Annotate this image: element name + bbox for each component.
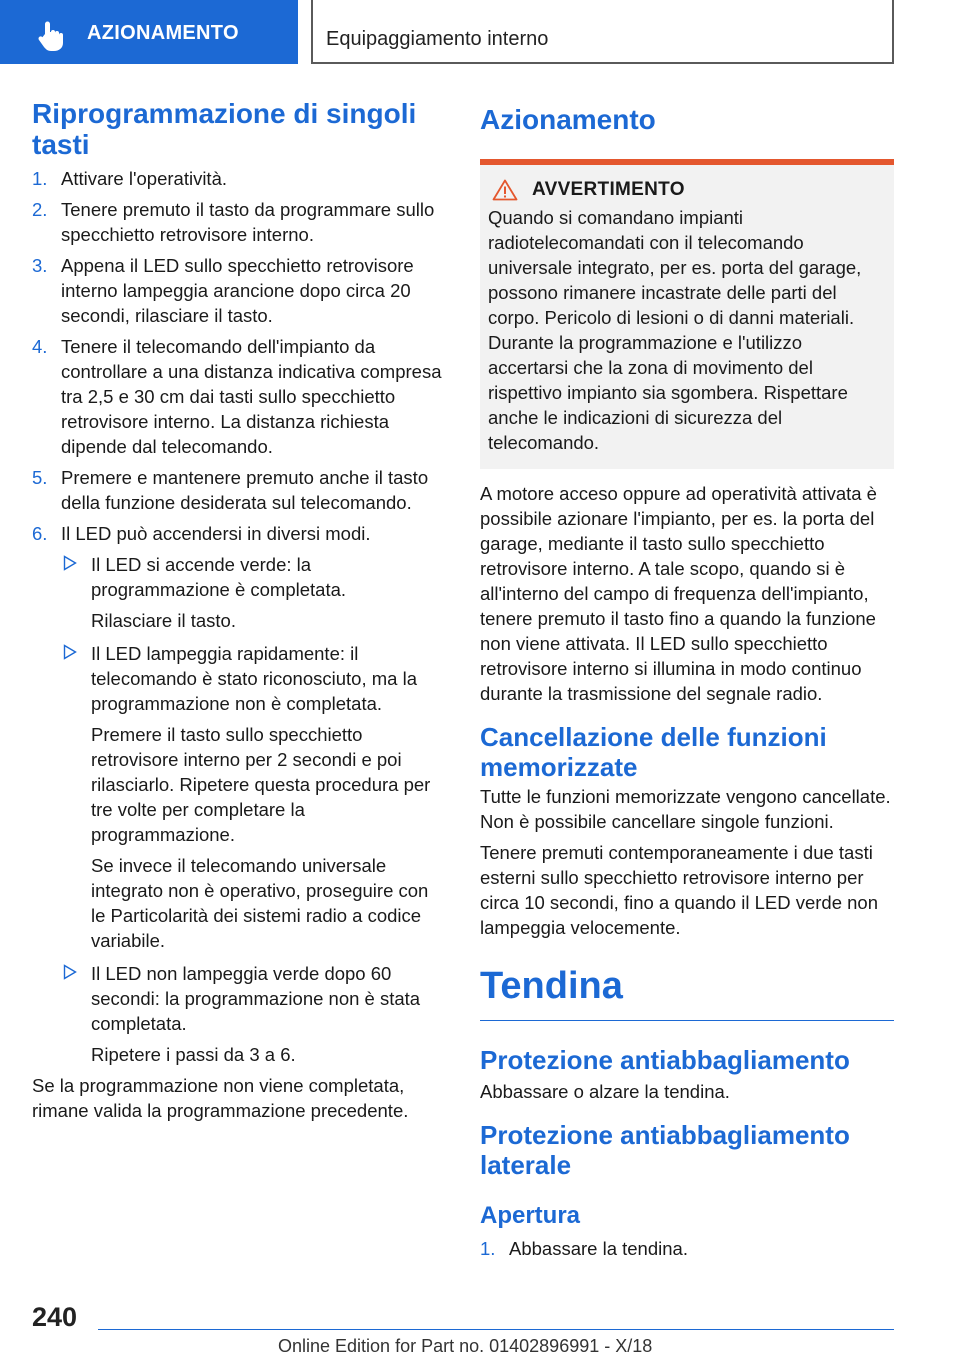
step-item	[32, 166, 446, 191]
page-number: 240	[32, 1302, 78, 1332]
step-number: 2.	[32, 199, 48, 220]
cancel-paragraph-1: Tutte le funzioni memorizzate vengono cancellate. Non è possibile cancellare singole funzioni.	[480, 786, 891, 832]
step-text: Attivare l'operatività.	[61, 168, 227, 189]
section-divider	[480, 1020, 894, 1021]
step-number: 1.	[480, 1238, 496, 1259]
step-item	[32, 521, 446, 1067]
list-item	[61, 641, 446, 953]
list-item	[61, 961, 446, 1067]
apertura-heading: Apertura	[480, 1202, 581, 1229]
warning-header	[488, 179, 886, 201]
sub-item-note: Ripetere i passi da 3 a 6.	[91, 1044, 296, 1065]
chapter-tab[interactable]	[311, 0, 894, 64]
list-item	[61, 552, 446, 633]
cancel-paragraph-2: Tenere premuti contemporaneamente i due tasti esterni sullo specchietto retrovisore interno per circa 10 secondi, fino a quando il LED verde non lampeggia velocemente.	[480, 842, 879, 938]
warning-title: AVVERTIMENTO	[532, 179, 685, 200]
step-text: Tenere premuto il tasto da programmare sullo specchietto retrovisore interno.	[61, 199, 435, 245]
glare-heading: Protezione antiabbagliamento	[480, 1045, 850, 1075]
sub-item-note: Premere il tasto sullo specchietto retrovisore interno per 2 secondi e poi rilasciarlo. Ripetere questa procedura per tre volte per completare la programmazione.	[91, 724, 431, 845]
closing-paragraph: Se la programmazione non viene completata, rimane valida la programmazione precedente.	[32, 1075, 409, 1121]
sub-item-text: Il LED lampeggia rapidamente: il telecomando è stato riconosciuto, ma la programmazione non è completata.	[91, 643, 417, 714]
triangle-bullet-icon	[63, 555, 77, 571]
step-number: 4.	[32, 336, 48, 357]
right-column	[480, 98, 894, 1267]
step-item	[480, 1236, 894, 1261]
step-number: 5.	[32, 467, 48, 488]
step-number: 1.	[32, 168, 48, 189]
chapter-tab-label: Equipaggiamento interno	[326, 28, 549, 50]
hand-pointer-icon	[36, 20, 64, 52]
azionamento-heading: Azionamento	[480, 104, 656, 135]
warning-triangle-icon	[492, 179, 518, 201]
apertura-steps	[480, 1236, 894, 1261]
tendina-heading: Tendina	[480, 965, 623, 1007]
cancel-heading: Cancellazione delle funzioni memorizzate	[480, 722, 827, 782]
sub-item-note: Se invece il telecomando universale integrato non è operativo, proseguire con le Particolarità dei sistemi radio a codice variabile.	[91, 855, 429, 951]
footer-rule	[98, 1329, 894, 1330]
warning-box	[480, 165, 894, 469]
warning-text: Quando si comandano impianti radiotelecomandati con il telecomando universale integrato, per es. porta del garage, possono rimanere incastrate delle parti del corpo. Pericolo di lesioni o di danni materiali. Durante la programmazione e l'utilizzo accertarsi che la zona di movimento del rispettivo impianto sia sgombera. Rispettare anche le indicazioni di sicurezza del telecomando.	[488, 207, 862, 453]
step-text: Tenere il telecomando dell'impianto da controllare a una distanza indicativa compresa tra 2,5 e 30 cm dai tasti sullo specchietto retrovisore interno. La distanza richiesta dipende dal telecomando.	[61, 336, 442, 457]
triangle-bullet-icon	[63, 964, 77, 980]
operation-paragraph: A motore acceso oppure ad operatività attivata è possibile azionare l'impianto, per es. la porta del garage, mediante il tasto sullo specchietto retrovisore interno. A tale scopo, quando si è all'interno del campo di frequenza dell'impianto, tenere premuto il tasto fino a quando la funzione non viene attivata. Il LED sullo specchietto retrovisore interno si illumina in modo continuo durante la trasmissione del segnale radio.	[480, 483, 877, 704]
step-item	[32, 334, 446, 459]
footer-edition: Online Edition for Part no. 01402896991 - X/18	[278, 1336, 653, 1356]
step-text: Il LED può accendersi in diversi modi.	[61, 523, 371, 544]
step-number: 3.	[32, 255, 48, 276]
step-item	[32, 465, 446, 515]
triangle-bullet-icon	[63, 644, 77, 660]
section-tab-label: AZIONAMENTO	[87, 22, 239, 44]
sub-item-text: Il LED non lampeggia verde dopo 60 secondi: la programmazione non è stata completata.	[91, 963, 421, 1034]
glare-text: Abbassare o alzare la tendina.	[480, 1081, 730, 1102]
page-header	[0, 0, 960, 66]
section-tab[interactable]	[0, 0, 298, 64]
step-item	[32, 253, 446, 328]
step-item	[32, 197, 446, 247]
reprogram-steps	[32, 166, 446, 1067]
step-number: 6.	[32, 523, 48, 544]
sub-item-note: Rilasciare il tasto.	[91, 610, 236, 631]
step-text: Premere e mantenere premuto anche il tasto della funzione desiderata sul telecomando.	[61, 467, 429, 513]
side-glare-heading: Protezione antiabbagliamento laterale	[480, 1120, 850, 1180]
led-states-list	[61, 552, 446, 1067]
step-text: Appena il LED sullo specchietto retrovisore interno lampeggia arancione dopo circa 20 secondi, rilasciare il tasto.	[61, 255, 414, 326]
sub-item-text: Il LED si accende verde: la programmazione è completata.	[91, 554, 347, 600]
left-column	[32, 98, 446, 1123]
reprogram-heading: Riprogrammazione di singoli tasti	[32, 98, 417, 160]
step-text: Abbassare la tendina.	[509, 1238, 688, 1259]
